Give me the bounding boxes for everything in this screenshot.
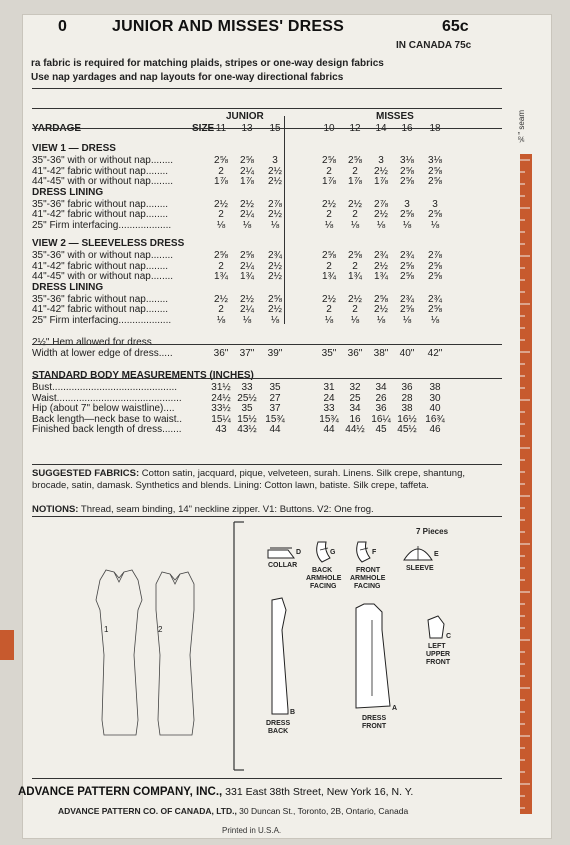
table-cell: 2⅞	[374, 198, 388, 210]
front-armhole-l3: FACING	[354, 583, 381, 590]
divider	[32, 108, 502, 109]
table-cell: 34	[375, 382, 387, 393]
table-cell: 3	[404, 198, 410, 210]
view1-sketch	[96, 570, 142, 735]
table-cell: 2⅝	[240, 250, 254, 261]
back-armhole-letter: G	[330, 549, 336, 556]
table-row	[32, 425, 502, 436]
table-cell: 36	[401, 382, 413, 393]
table-cell: 2½	[374, 165, 388, 177]
table-cell: 35	[241, 403, 253, 414]
sugg-label: SUGGESTED FABRICS:	[32, 468, 140, 479]
printed-note: Printed in U.S.A.	[222, 826, 282, 835]
table-cell: 36"	[347, 347, 363, 359]
table-cell: ⅛	[242, 219, 252, 231]
table-cell: 2¾	[400, 293, 414, 305]
hem-note: 2½" Hem allowed for dress	[32, 337, 152, 348]
table-cell: 2⅝	[348, 155, 362, 166]
table-cell: 37"	[239, 347, 255, 359]
dress-front-l2: FRONT	[362, 723, 387, 730]
table-cell: 3	[378, 155, 384, 166]
note-line: ra fabric is required for matching plaids, stripes or one-way design fabrics	[31, 58, 384, 69]
back-armhole-l2: ARMHOLE	[306, 575, 342, 582]
table-cell: 24½	[211, 392, 231, 404]
table-cell: 16¼	[371, 413, 391, 425]
table-cell: 2⅝	[348, 250, 362, 261]
table-cell: 24	[323, 392, 335, 404]
table-cell: ⅛	[430, 219, 440, 231]
collar-piece	[268, 548, 294, 558]
row-label: 41"-42" fabric without nap........	[32, 260, 169, 272]
table-cell: 1⅞	[374, 176, 388, 187]
table-cell: 2⅝	[400, 271, 414, 282]
table-cell: 36	[375, 403, 387, 414]
section-title: STANDARD BODY MEASUREMENTS (INCHES)	[32, 370, 254, 381]
table-row	[32, 221, 502, 232]
table-cell: 38"	[373, 347, 389, 359]
table-cell: 2½	[268, 304, 282, 315]
pattern-diagram	[38, 520, 500, 776]
table-cell: 2	[352, 304, 358, 315]
notions	[32, 504, 502, 516]
table-cell: 1¾	[240, 271, 254, 282]
table-cell: 2½	[348, 198, 362, 210]
divider	[32, 464, 502, 465]
table-cell: 34	[349, 403, 361, 414]
canada-address: 30 Duncan St., Toronto, 2B, Ontario, Canada	[236, 806, 409, 816]
table-cell: 15¾	[319, 413, 339, 425]
view2-sketch	[156, 572, 194, 735]
seam-label: ⅝" seam	[517, 110, 526, 144]
table-cell: 2	[326, 165, 332, 177]
table-cell: 1¾	[348, 271, 362, 282]
row-label: Waist.............................................	[32, 392, 182, 404]
divider	[32, 778, 502, 779]
table-cell: 38	[429, 382, 441, 393]
table-row	[32, 383, 502, 394]
section-title: VIEW 1 — DRESS	[32, 143, 116, 154]
table-cell: 2	[218, 260, 224, 272]
table-cell: 2	[326, 304, 332, 315]
table-cell: 2¾	[268, 250, 282, 261]
sleeve-piece	[404, 546, 432, 560]
table-cell: 2	[352, 260, 358, 272]
back-armhole-l1: BACK	[312, 567, 333, 574]
row-label: 41"-42" fabric without nap........	[32, 165, 169, 177]
divider	[32, 88, 502, 89]
table-cell: 26	[375, 392, 387, 404]
table-cell: 44	[323, 424, 335, 435]
table-cell: 31½	[211, 382, 231, 393]
table-cell: 2¼	[240, 260, 254, 272]
dress-back-piece	[272, 598, 288, 714]
table-cell: 2⅝	[214, 250, 228, 261]
table-cell: 2½	[268, 165, 282, 177]
canada-price: IN CANADA 75c	[396, 40, 472, 51]
table-cell: 2⅝	[428, 304, 442, 315]
divider	[32, 516, 502, 517]
table-cell: 2⅝	[240, 155, 254, 166]
upper-letter: C	[446, 633, 452, 640]
row-label: Back length—neck base to waist..	[32, 413, 183, 425]
table-cell: 2½	[348, 293, 362, 305]
table-cell: 2½	[268, 260, 282, 272]
table-cell: 2½	[268, 271, 282, 282]
table-row	[32, 404, 502, 415]
row-label: 44"-45" with or without nap........	[32, 176, 174, 187]
front-armhole-l2: ARMHOLE	[350, 575, 386, 582]
size-header: 14	[375, 123, 387, 134]
sleeve-letter: E	[434, 551, 439, 558]
table-cell: 37	[269, 403, 281, 414]
table-cell: 2⅝	[428, 271, 442, 282]
divider	[32, 378, 502, 379]
table-cell: ⅛	[402, 314, 412, 326]
side-tab	[0, 630, 14, 660]
column-divider	[284, 116, 285, 324]
table-cell: 25	[349, 392, 361, 404]
upper-l3: FRONT	[426, 659, 451, 666]
table-cell: 2⅝	[428, 260, 442, 272]
section-title: VIEW 2 — SLEEVELESS DRESS	[32, 238, 185, 249]
upper-l1: LEFT	[428, 643, 446, 650]
table-row	[32, 316, 502, 327]
table-cell: ⅛	[324, 314, 334, 326]
table-cell: 44	[269, 424, 281, 435]
left-upper-front-piece	[428, 616, 444, 638]
divider	[32, 344, 502, 345]
yardage-label: YARDAGE	[32, 123, 82, 134]
pieces-count: 7 Pieces	[416, 527, 449, 536]
table-cell: ⅛	[376, 219, 386, 231]
table-cell: 45	[375, 424, 387, 435]
group-misses: MISSES	[376, 111, 414, 122]
table-cell: 39"	[267, 347, 283, 359]
table-cell: 3	[432, 198, 438, 210]
row-label: Bust.............................................	[32, 382, 178, 393]
row-label: Hip (about 7" below waistline)....	[32, 403, 175, 414]
table-cell: 1⅞	[214, 176, 228, 187]
table-cell: 2¼	[240, 209, 254, 220]
canada-company: ADVANCE PATTERN CO. OF CANADA, LTD.,	[58, 806, 237, 816]
canada-line	[58, 806, 408, 816]
dress-back-letter: B	[290, 709, 296, 716]
size-label: SIZE	[192, 123, 215, 134]
pattern-number: 0	[58, 18, 67, 35]
table-row	[32, 272, 502, 283]
table-cell: 2⅞	[428, 250, 442, 261]
table-cell: 44½	[345, 424, 365, 435]
table-cell: 2	[352, 209, 358, 220]
table-cell: 2⅝	[268, 293, 282, 305]
table-row	[32, 305, 502, 316]
table-cell: 2½	[240, 198, 254, 210]
company-line	[18, 786, 413, 798]
table-cell: 2⅝	[428, 165, 442, 177]
table-cell: 2¼	[240, 304, 254, 315]
table-cell: ⅛	[350, 219, 360, 231]
table-cell: 2½	[374, 304, 388, 315]
section-title: DRESS LINING	[32, 186, 104, 198]
dress-back-l1: DRESS	[266, 720, 291, 727]
view2-num: 2	[158, 625, 163, 634]
yardage-table	[32, 112, 502, 436]
row-label: 35"-36" with or without nap........	[32, 250, 174, 261]
table-cell: 1¾	[374, 271, 388, 282]
table-cell: 28	[401, 392, 413, 404]
table-cell: 32	[349, 382, 361, 393]
table-cell: 2½	[268, 176, 282, 187]
upper-l2: UPPER	[426, 651, 451, 658]
table-row	[32, 177, 502, 188]
table-cell: 1⅞	[322, 176, 336, 187]
table-cell: 2¾	[428, 293, 442, 305]
group-junior: JUNIOR	[226, 111, 264, 122]
table-cell: ⅛	[270, 219, 280, 231]
table-cell: 1¾	[322, 271, 336, 282]
table-cell: 2½	[374, 209, 388, 220]
table-cell: 15¼	[211, 413, 231, 425]
row-label: 25" Firm interfacing...................	[32, 314, 172, 326]
view1-num: 1	[104, 625, 109, 634]
row-label: 35"-36" fabric without nap........	[32, 198, 169, 210]
table-cell: 2⅝	[374, 293, 388, 305]
table-cell: 38	[401, 403, 413, 414]
company-address: 331 East 38th Street, New York 16, N. Y.	[222, 786, 414, 798]
divider	[32, 128, 502, 129]
table-cell: 1⅞	[348, 176, 362, 187]
table-cell: 2½	[214, 198, 228, 210]
size-header: 18	[429, 123, 441, 134]
table-row	[32, 210, 502, 221]
table-cell: 43½	[237, 424, 257, 435]
table-cell: 2⅝	[400, 165, 414, 177]
table-cell: 2¾	[374, 250, 388, 261]
note-line: Use nap yardages and nap layouts for one-way directional fabrics	[31, 72, 344, 83]
table-cell: 2½	[240, 293, 254, 305]
table-cell: 3	[272, 155, 278, 166]
page-title: JUNIOR AND MISSES' DRESS	[112, 18, 345, 35]
table-cell: 16½	[397, 413, 417, 425]
table-cell: 2⅝	[428, 209, 442, 220]
table-cell: 2½	[322, 198, 336, 210]
table-cell: 2½	[268, 209, 282, 220]
table-cell: 33	[241, 382, 253, 393]
size-header: 12	[349, 123, 361, 134]
table-cell: ⅛	[350, 314, 360, 326]
table-cell: 40"	[399, 347, 415, 359]
table-cell: 30	[429, 392, 441, 404]
table-cell: 16	[349, 413, 361, 425]
table-row	[32, 251, 502, 262]
table-cell: 3⅛	[428, 155, 442, 166]
row-label: 41"-42" fabric without nap........	[32, 304, 169, 315]
collar-letter: D	[296, 549, 302, 556]
row-label: 35"-36" fabric without nap........	[32, 293, 169, 305]
table-cell: 2	[218, 165, 224, 177]
table-cell: ⅛	[242, 314, 252, 326]
section-title: DRESS LINING	[32, 281, 104, 293]
dress-front-l1: DRESS	[362, 715, 387, 722]
table-cell: 1¾	[214, 271, 228, 282]
table-cell: 31	[323, 382, 335, 393]
row-label: 41"-42" fabric without nap........	[32, 209, 169, 220]
size-header: 10	[323, 123, 335, 134]
dress-front-piece	[356, 604, 390, 708]
dress-back-l2: BACK	[268, 728, 289, 735]
table-cell: 27	[269, 392, 281, 404]
table-row	[32, 349, 502, 360]
table-cell: 43	[215, 424, 227, 435]
table-cell: 2½	[374, 260, 388, 272]
size-header: 13	[241, 123, 253, 134]
table-cell: 40	[429, 403, 441, 414]
table-cell: ⅛	[376, 314, 386, 326]
table-cell: 2⅝	[214, 155, 228, 166]
back-armhole-l3: FACING	[310, 583, 337, 590]
table-cell: 2½	[322, 293, 336, 305]
table-cell: 35"	[321, 347, 337, 359]
table-cell: 2⅝	[322, 250, 336, 261]
table-cell: 2⅝	[322, 155, 336, 166]
table-cell: 33½	[211, 403, 231, 414]
size-header: 16	[401, 123, 413, 134]
back-armhole-piece	[317, 542, 330, 562]
front-armhole-letter: F	[372, 549, 377, 556]
table-cell: ⅛	[430, 314, 440, 326]
table-cell: 2	[326, 209, 332, 220]
table-cell: 25½	[237, 392, 257, 404]
table-cell: 2¼	[240, 165, 254, 177]
table-cell: 2	[352, 165, 358, 177]
table-cell: 45½	[397, 424, 417, 435]
table-cell: 2	[326, 260, 332, 272]
fabric-notes	[31, 57, 384, 85]
table-cell: 35	[269, 382, 281, 393]
table-cell: 1⅞	[240, 176, 254, 187]
seam-ruler	[514, 114, 536, 820]
table-cell: 15¾	[265, 413, 285, 425]
table-cell: 42"	[427, 347, 443, 359]
row-label: 35"-36" with or without nap........	[32, 155, 174, 166]
table-cell: ⅛	[216, 219, 226, 231]
table-cell: 2⅝	[400, 209, 414, 220]
suggested-fabrics	[32, 468, 502, 492]
table-cell: 3⅛	[400, 155, 414, 166]
row-label: Finished back length of dress.......	[32, 424, 182, 435]
table-cell: 2½	[214, 293, 228, 305]
size-header: 15	[269, 123, 281, 134]
front-armhole-piece	[357, 542, 370, 562]
table-cell: ⅛	[270, 314, 280, 326]
sleeve-label: SLEEVE	[406, 565, 434, 572]
table-cell: 2	[218, 209, 224, 220]
table-cell: 2⅝	[400, 176, 414, 187]
company-name: ADVANCE PATTERN COMPANY, INC.,	[18, 786, 223, 798]
notions-label: NOTIONS:	[32, 504, 79, 515]
notions-text: Thread, seam binding, 14" neckline zipper. V1: Buttons. V2: One frog.	[80, 504, 374, 515]
table-cell: 33	[323, 403, 335, 414]
table-cell: 46	[429, 424, 441, 435]
table-cell: 2	[218, 304, 224, 315]
dress-front-letter: A	[392, 705, 398, 712]
table-cell: 2¾	[400, 250, 414, 261]
sugg-text: Cotton satin, jacquard, pique, velveteen, surah. Linens. Silk crepe, shantung, brocade, satin, damask. Synthetics and blends. Lining: Cotton lawn, batiste. Silk crepe, taffeta.	[32, 468, 465, 491]
table-cell: 2⅞	[268, 198, 282, 210]
table-cell: 16¾	[425, 413, 445, 425]
table-cell: ⅛	[216, 314, 226, 326]
table-row	[32, 156, 502, 167]
table-cell: 36"	[213, 347, 229, 359]
size-header: 11	[215, 123, 227, 134]
front-armhole-l1: FRONT	[356, 567, 381, 574]
table-cell: 2⅝	[400, 304, 414, 315]
table-cell: 15½	[237, 413, 257, 425]
table-cell: ⅛	[324, 219, 334, 231]
row-label: 44"-45" with or without nap........	[32, 271, 174, 282]
row-label: 25" Firm interfacing...................	[32, 219, 172, 231]
table-cell: 2⅝	[400, 260, 414, 272]
table-cell: 2⅝	[428, 176, 442, 187]
price: 65c	[442, 18, 469, 35]
row-label: Width at lower edge of dress.....	[32, 347, 173, 359]
table-cell: ⅛	[402, 219, 412, 231]
collar-label: COLLAR	[268, 562, 298, 569]
